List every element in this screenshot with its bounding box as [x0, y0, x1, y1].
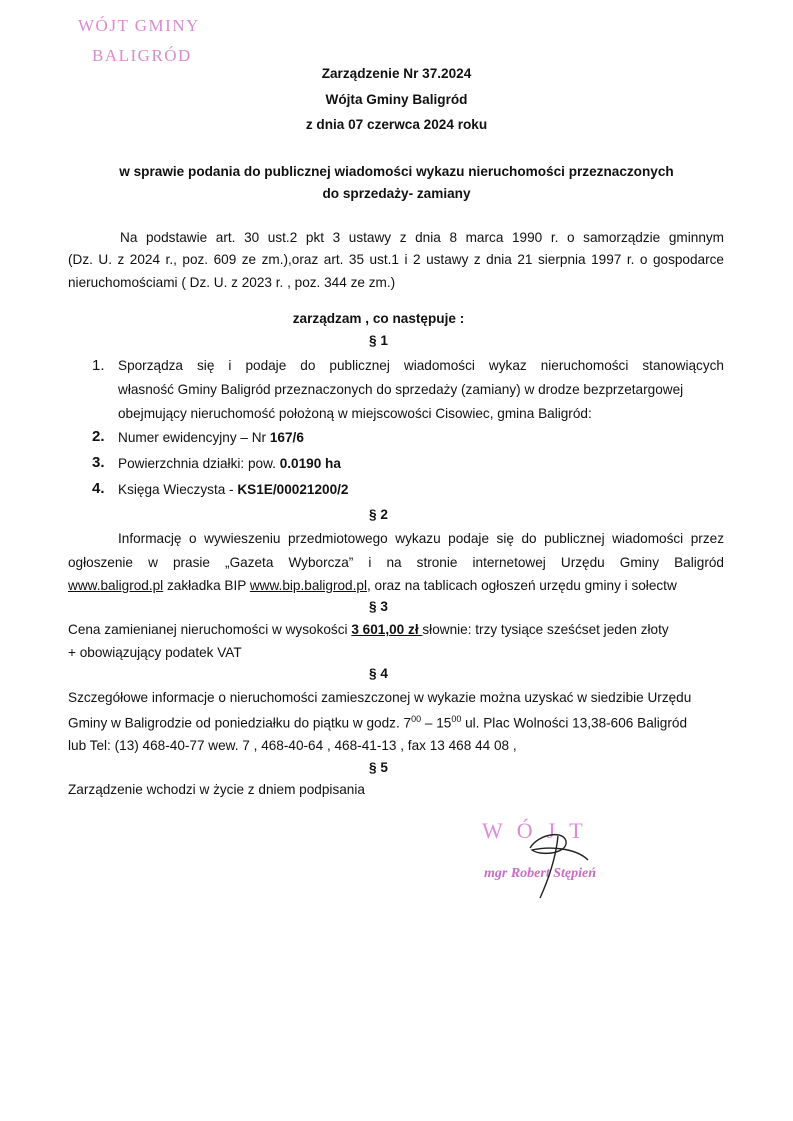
bip-link[interactable]: www.bip.baligrod.pl	[249, 578, 367, 593]
section-2-heading: § 2	[369, 507, 388, 522]
handwritten-signature	[510, 820, 600, 900]
item-2-number: 2.	[92, 428, 105, 445]
decree-text: zarządzam , co następuje :	[292, 311, 465, 326]
document-date: z dnia 07 czerwca 2024 roku	[305, 117, 488, 132]
signer-name: mgr Robert Stępień	[484, 866, 597, 881]
item-2-label: Numer ewidencyjny – Nr	[118, 430, 270, 445]
section-4-line1: Szczegółowe informacje o nieruchomości zamieszczonej w wykazie można uzyskać w siedzibie Urzędu	[68, 690, 692, 705]
item-1-line3: obejmujący nieruchomość położoną w miejscowości Cisowiec, gmina Baligród:	[118, 406, 592, 421]
section-2-mid: zakładka BIP	[163, 578, 250, 593]
section-4-line3: lub Tel: (13) 468-40-77 wew. 7 , 468-40-64 , 468-41-13 , fax 13 468 44 08 ,	[68, 738, 517, 753]
signature-stamp-title: WÓJT	[482, 818, 597, 843]
hour-close-sup: 00	[451, 714, 462, 724]
item-4	[118, 482, 348, 497]
document-title: Zarządzenie Nr 37.2024	[321, 66, 472, 81]
subject-line1: w sprawie podania do publicznej wiadomości wykazu nieruchomości przeznaczonych	[119, 164, 674, 179]
office-stamp-line2: BALIGRÓD	[92, 46, 192, 65]
section-1-heading: § 1	[369, 333, 388, 348]
section-2-line1: Informację o wywieszeniu przedmiotowego wykazu podaje się do publicznej wiadomości przez	[118, 531, 724, 546]
section-4-line2-post: ul. Plac Wolności 13,38-606 Baligród	[461, 715, 688, 731]
item-1-line1: Sporządza się i podaje do publicznej wiadomości wykaz nieruchomości stanowiących	[118, 358, 724, 373]
item-4-label: Księga Wieczysta -	[118, 482, 238, 497]
section-2-tail: , oraz na tablicach ogłoszeń urzędu gminy i sołectw	[366, 578, 677, 593]
item-3	[118, 456, 341, 471]
item-2-value: 167/6	[269, 430, 304, 445]
item-2	[118, 430, 304, 445]
office-stamp-line1: WÓJT GMINY	[78, 16, 200, 35]
preamble-line3: nieruchomościami ( Dz. U. z 2023 r. , poz. 344 ze zm.)	[68, 275, 396, 290]
section-5-line1: Zarządzenie wchodzi w życie z dniem podpisania	[68, 782, 365, 797]
section-2-line3	[68, 578, 677, 593]
section-3-heading: § 3	[369, 599, 388, 614]
section-5-heading: § 5	[369, 760, 388, 775]
section-2-line2: ogłoszenie w prasie „Gazeta Wyborcza” i na stronie internetowej Urzędu Gminy Baligród	[68, 555, 724, 570]
item-3-label: Powierzchnia działki: pow.	[118, 456, 280, 471]
item-3-number: 3.	[92, 454, 105, 471]
section-4-heading: § 4	[369, 666, 388, 681]
item-1-number: 1.	[92, 357, 105, 374]
item-4-value: KS1E/00021200/2	[237, 482, 349, 497]
preamble-line2: (Dz. U. z 2024 r., poz. 609 ze zm.),oraz art. 35 ust.1 i 2 ustawy z dnia 21 sierpnia 1997 r. o gospodarce	[68, 252, 724, 267]
hour-dash: – 15	[421, 715, 452, 731]
hour-open-sup: 00	[411, 714, 422, 724]
section-4-line2-pre: Gminy w Baligrodzie od poniedziałku do piątku w godz. 7	[68, 715, 412, 731]
item-1-line2: własność Gminy Baligród przeznaczonych do sprzedaży (zamiany) w drodze bezprzetargowej	[118, 382, 684, 397]
preamble-line1: Na podstawie art. 30 ust.2 pkt 3 ustawy z dnia 8 marca 1990 r. o samorządzie gminnym	[120, 230, 724, 245]
baligrod-link[interactable]: www.baligrod.pl	[68, 578, 164, 593]
item-3-value: 0.0190 ha	[279, 456, 341, 471]
document-issuer: Wójta Gminy Baligród	[325, 92, 468, 107]
section-3-post: słownie: trzy tysiące sześćset jeden złoty	[422, 622, 669, 637]
section-3-line1	[68, 622, 669, 637]
section-3-pre: Cena zamienianej nieruchomości w wysokości	[68, 622, 352, 637]
section-4-line2	[68, 714, 687, 731]
subject-line2: do sprzedaży- zamiany	[322, 186, 471, 201]
price-amount: 3 601,00 zł	[351, 622, 423, 637]
section-3-line2: + obowiązujący podatek VAT	[68, 645, 242, 660]
item-4-number: 4.	[92, 480, 105, 497]
